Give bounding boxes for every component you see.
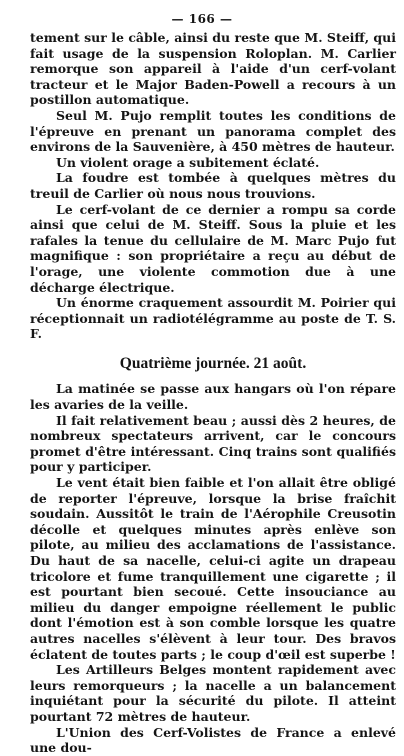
paragraph: Les Artilleurs Belges montent rapidement avec leurs remorqueurs ; la nacelle a un balancement inquiétant pour la sécurité du pilote. Il atteint pourtant 72 mètres de hauteur. — [30, 662, 396, 724]
paragraph: La foudre est tombée à quelques mètres du treuil de Carlier où nous nous trouvions. — [30, 170, 396, 201]
paragraph: Un violent orage a subitement éclaté. — [56, 154, 320, 170]
paragraph: L'Union des Cerf-Volistes de France a enlevé une dou- — [30, 724, 396, 756]
paragraph: tement sur le câble, ainsi du reste que M. Steiff, qui fait usage de la suspension Roloplan. M. Carlier remorque son appareil à l'aide d'un cerf-volant tracteur et le Major Baden-Powell a recours à un postillon automatique. — [30, 30, 396, 108]
page-body — [30, 30, 396, 756]
paragraph: Il fait relativement beau ; aussi dès 2 heures, de nombreux spectateurs arrivent, car le concours promet d'être intéressant. Cinq trains sont qualifiés pour y participer. — [30, 412, 396, 475]
section-heading: Quatrième journée. 21 août. — [119, 354, 307, 372]
paragraph: Le cerf-volant de ce dernier a rompu sa corde ainsi que celui de M. Steiff. Sous la pluie et les rafales la tenue du cellulaire de M. Marc Pujo fut magnifique : son propriétaire a reçu au début de l'orage, une violente commotion due à une décharge électrique. — [30, 201, 396, 295]
paragraph: Seul M. Pujo remplit toutes les conditions de l'épreuve en prenant un panorama complet des environs de la Sauvenière, à 450 mètres de hauteur. — [30, 107, 396, 155]
page-number: — 166 — — [171, 12, 233, 26]
paragraph: Un énorme craquement assourdit M. Poirier qui réceptionnait un radiotélégramme au poste de T. S. F. — [30, 295, 396, 342]
paragraph: La matinée se passe aux hangars où l'on répare les avaries de la veille. — [30, 381, 396, 413]
paragraph: Le vent était bien faible et l'on allait être obligé de reporter l'épreuve, lorsque la brise fraîchit soudain. Aussitôt le train de l'Aérophile Creusotin décolle et quelques minutes après enlève son pilote, au milieu des acclamations de l'assistance. Du haut de sa nacelle, celui-ci agite un drapeau tricolore et fume tranquillement une cigarette ; il est pourtant bien secoué. Cette insouciance au milieu du danger empoigne réellement le public dont l'émotion est à son comble lorsque les quatre autres nacelles s'élèvent à leur tour. Des bravos éclatent de toutes parts ; le coup d'œil est superbe ! — [30, 475, 396, 662]
